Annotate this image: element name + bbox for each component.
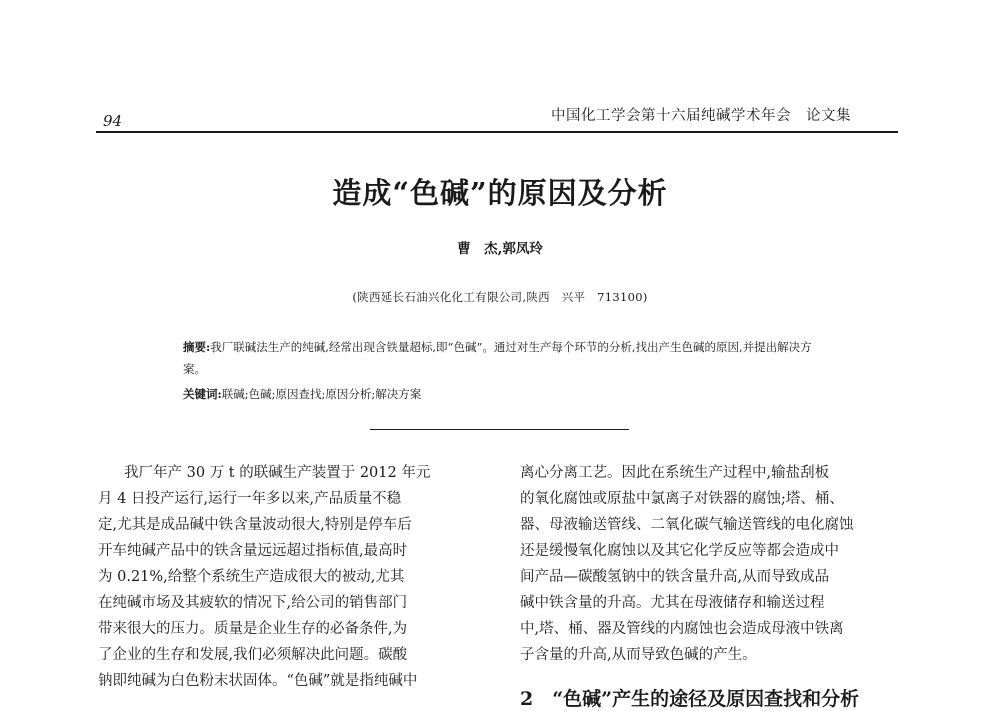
body-line-left: 月 4 日投产运行,运行一年多以来,产品质量不稳: [98, 491, 402, 507]
abstract-text: 我厂联碱法生产的纯碱,经常出现含铁量超标,即“色碱”。通过对生产每个环节的分析,找出产生色碱的原因,并提出解决方案。: [183, 340, 812, 376]
body-line-right: 间产品—碳酸氢钠中的铁含量升高,从而导致成品: [520, 569, 830, 585]
body-line-right: 子含量的升高,从而导致色碱的产生。: [520, 647, 757, 663]
body-line-right: 中,塔、桶、器及管线的内腐蚀也会造成母液中铁离: [520, 621, 844, 637]
abstract: [183, 336, 823, 380]
body-line-left: 了企业的生存和发展,我们必须解决此问题。碳酸: [98, 647, 408, 663]
authors: 曹 杰,郭凤玲: [457, 241, 543, 257]
section-heading: 2 “色碱”产生的途径及原因查找和分析: [520, 688, 860, 710]
body-line-left: 带来很大的压力。质量是企业生存的必备条件,为: [98, 621, 408, 637]
body-line-right: 器、母液输送管线、二氧化碳气输送管线的电化腐蚀: [520, 517, 854, 533]
affiliation: (陕西延长石油兴化化工有限公司,陕西 兴平 713100): [352, 290, 648, 304]
body-line-right: 还是缓慢氧化腐蚀以及其它化学反应等都会造成中: [520, 543, 839, 559]
header-rule: [96, 131, 898, 133]
body-line-left: 为 0.21%,给整个系统生产造成很大的被动,尤其: [98, 569, 405, 585]
body-line-right: 离心分离工艺。因此在系统生产过程中,输盐刮板: [520, 465, 830, 481]
separator-rule: [370, 429, 629, 430]
body-line-left: 定,尤其是成品碱中铁含量波动很大,特别是停车后: [98, 517, 412, 533]
running-header: 中国化工学会第十六届纯碱学术年会 论文集: [551, 108, 851, 124]
article-title: 造成“色碱”的原因及分析: [332, 176, 668, 210]
body-line-left: 我厂年产 30 万 t 的联碱生产装置于 2012 年元: [124, 465, 431, 481]
abstract-label: 摘要:: [183, 340, 211, 354]
body-line-right: 碱中铁含量的升高。尤其在母液储存和输送过程: [520, 595, 825, 611]
keywords-label: 关键词:: [183, 387, 222, 401]
keywords: [183, 386, 421, 402]
page-number: 94: [103, 112, 123, 130]
body-line-right: 的氧化腐蚀或原盐中氯离子对铁器的腐蚀;塔、桶、: [520, 491, 844, 507]
keywords-text: 联碱;色碱;原因查找;原因分析;解决方案: [221, 387, 422, 401]
body-line-left: 在纯碱市场及其疲软的情况下,给公司的销售部门: [98, 595, 408, 611]
body-line-left: 钠即纯碱为白色粉末状固体。“色碱”就是指纯碱中: [98, 673, 418, 689]
body-line-left: 开车纯碱产品中的铁含量远远超过指标值,最高时: [98, 543, 408, 559]
